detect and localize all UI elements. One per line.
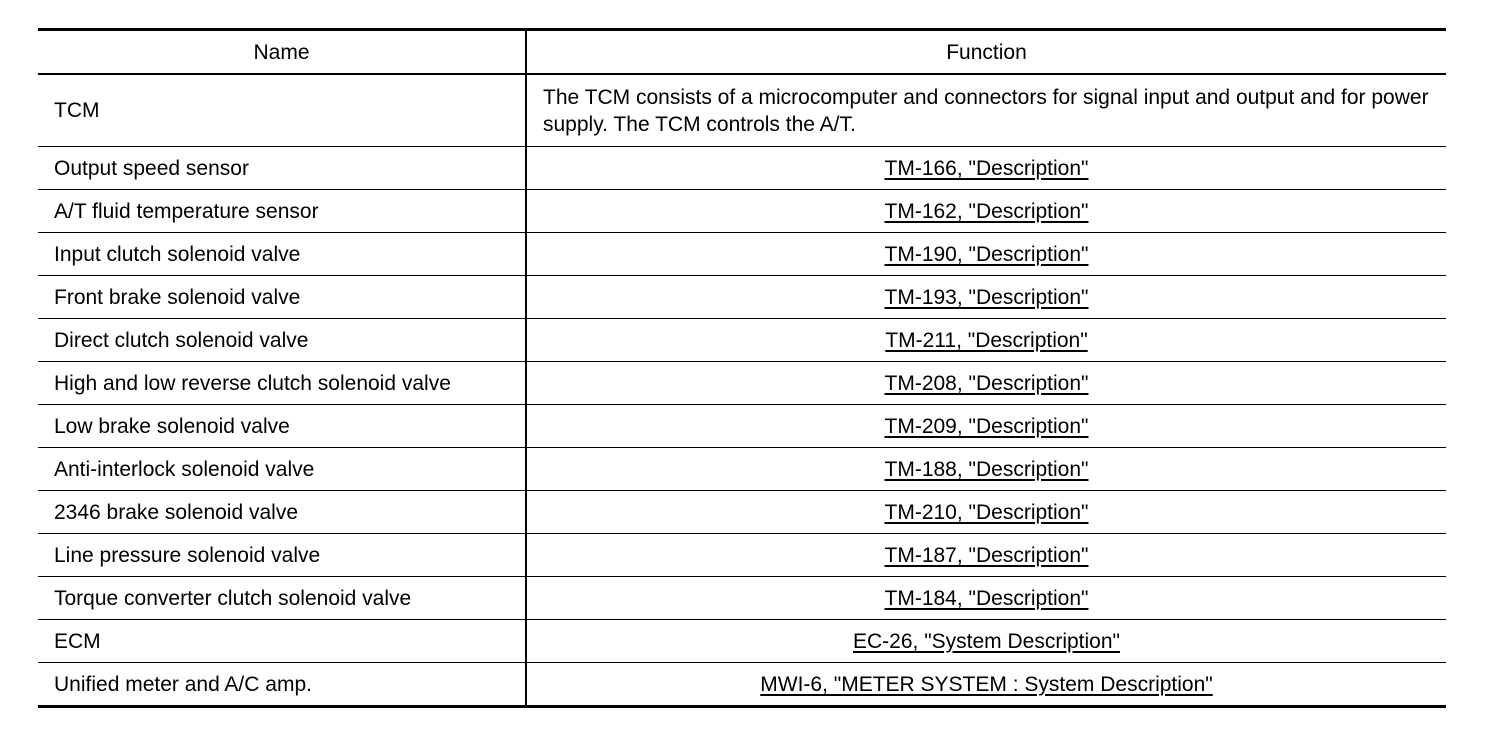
component-name: Low brake solenoid valve	[38, 405, 526, 448]
table-row	[38, 190, 1446, 233]
table-row	[38, 663, 1446, 707]
table-row	[38, 233, 1446, 276]
reference-link[interactable]: EC-26, "System Description"	[853, 629, 1120, 653]
reference-link[interactable]: TM-211, "Description"	[885, 328, 1088, 352]
table-row	[38, 74, 1446, 147]
reference-link[interactable]: TM-193, "Description"	[884, 285, 1089, 309]
table-row	[38, 491, 1446, 534]
component-name: Input clutch solenoid valve	[38, 233, 526, 276]
reference-link[interactable]: TM-188, "Description"	[884, 457, 1089, 481]
component-name: High and low reverse clutch solenoid valve	[38, 362, 526, 405]
table-row	[38, 448, 1446, 491]
table-row	[38, 405, 1446, 448]
reference-link[interactable]: TM-187, "Description"	[884, 543, 1089, 567]
header-name: Name	[38, 30, 526, 75]
reference-link[interactable]: TM-209, "Description"	[884, 414, 1089, 438]
component-function-text: The TCM consists of a microcomputer and connectors for signal input and output and for power supply. The TCM controls the A/T.	[526, 74, 1446, 147]
reference-link[interactable]: TM-162, "Description"	[884, 199, 1089, 223]
component-name: Line pressure solenoid valve	[38, 534, 526, 577]
reference-link[interactable]: TM-166, "Description"	[884, 156, 1089, 180]
table-row	[38, 319, 1446, 362]
component-name: Output speed sensor	[38, 147, 526, 190]
component-name: Front brake solenoid valve	[38, 276, 526, 319]
table-row	[38, 276, 1446, 319]
reference-link[interactable]: TM-190, "Description"	[884, 242, 1089, 266]
reference-link[interactable]: TM-210, "Description"	[884, 500, 1089, 524]
component-name: ECM	[38, 620, 526, 663]
component-name: Torque converter clutch solenoid valve	[38, 577, 526, 620]
table-row	[38, 620, 1446, 663]
reference-link[interactable]: TM-184, "Description"	[884, 586, 1089, 610]
table-row	[38, 362, 1446, 405]
component-name: Direct clutch solenoid valve	[38, 319, 526, 362]
component-name: TCM	[38, 74, 526, 147]
reference-link[interactable]: MWI-6, "METER SYSTEM : System Description"	[760, 672, 1213, 696]
component-function-table	[38, 28, 1446, 708]
table-header-row	[38, 30, 1446, 75]
table-row	[38, 147, 1446, 190]
component-name: A/T fluid temperature sensor	[38, 190, 526, 233]
table-row	[38, 577, 1446, 620]
component-name: Unified meter and A/C amp.	[38, 663, 526, 707]
component-name: 2346 brake solenoid valve	[38, 491, 526, 534]
table-row	[38, 534, 1446, 577]
header-function: Function	[526, 30, 1446, 75]
table-body	[38, 74, 1446, 707]
component-name: Anti-interlock solenoid valve	[38, 448, 526, 491]
reference-link[interactable]: TM-208, "Description"	[884, 371, 1089, 395]
